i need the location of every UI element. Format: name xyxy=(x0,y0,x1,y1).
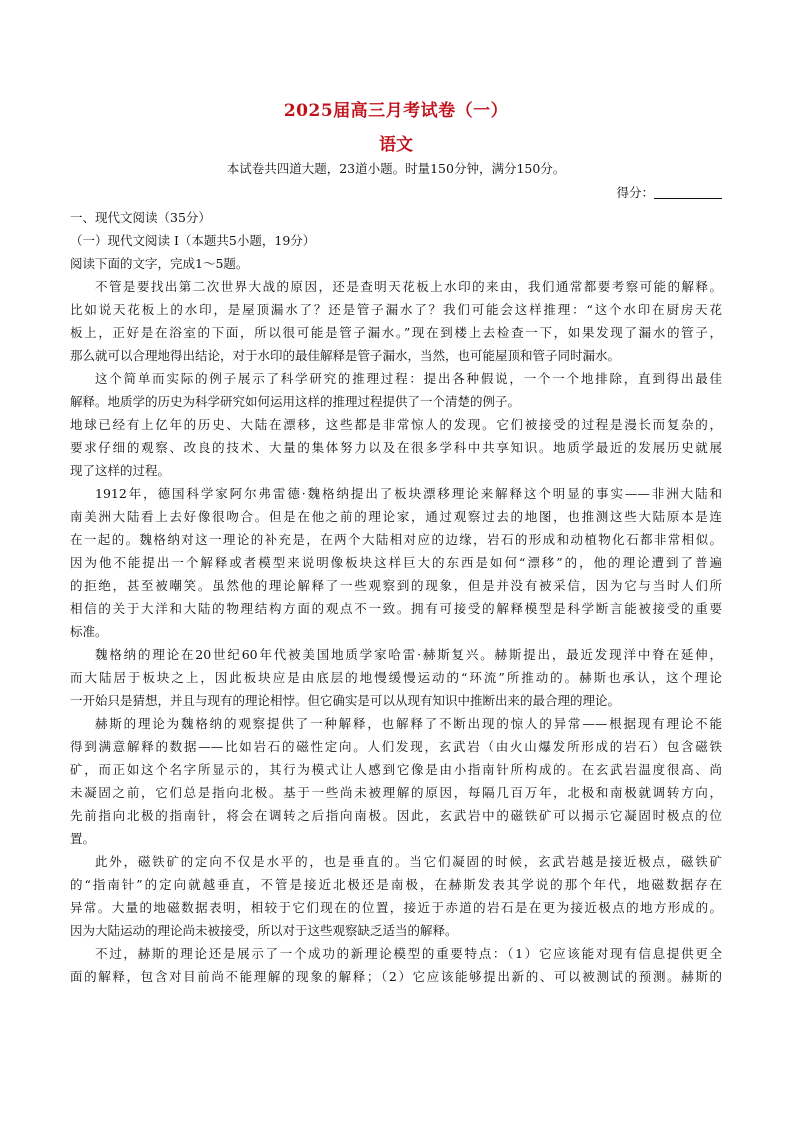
score-blank[interactable] xyxy=(654,186,722,199)
passage-line: 矿，而正如这个名字所显示的，其行为模式让人感到它像是由小指南针所构成的。在玄武岩温度很高、尚 xyxy=(70,762,722,777)
passage-line: 因为他不能提出一个解释或者模型来说明像板块这样巨大的东西是如何“漂移”的，他的理论遭到了普遍 xyxy=(70,555,722,570)
passage-line: 不过，赫斯的理论还是展示了一个成功的新理论模型的重要特点：（1）它应该能对现有信息提供更全 xyxy=(95,946,722,961)
exam-body xyxy=(70,206,722,988)
passage-line: 现了这样的过程。 xyxy=(70,463,171,478)
passage-line: 面的解释，包含对目前尚不能理解的现象的解释；（2）它应该能够提出新的、可以被测试的预测。赫斯的 xyxy=(70,969,722,984)
passage-line: 1912年，德国科学家阿尔弗雷德·魏格纳提出了板块漂移理论来解释这个明显的事实——非洲大陆和 xyxy=(95,486,722,501)
reading-instruction: 阅读下面的文字，完成1～5题。 xyxy=(70,256,249,271)
passage-line: 一开始只是猜想，并且与现有的理论相悖。但它确实是可以从现有知识中推断出来的最合理的理论。 xyxy=(70,693,621,708)
passage-line: 地球已经有上亿年的历史、大陆在漂移，这些都是非常惊人的发现。它们被接受的过程是漫长而复杂的， xyxy=(70,417,722,432)
passage-line: 先前指向北极的指南针，将会在调转之后指向南极。因此，玄武岩中的磁铁矿可以揭示它凝固时极点的位 xyxy=(70,808,722,823)
passage-line: 板上，正好是在浴室的下面，所以很可能是管子漏水。”现在到楼上去检查一下，如果发现了漏水的管子， xyxy=(70,325,722,340)
passage-line: 解释。地质学的历史为科学研究如何运用这样的推理过程提供了一个清楚的例子。 xyxy=(70,394,521,409)
passage-line: 南美洲大陆看上去好像很吻合。但是在他之前的理论家，通过观察过去的地图，也推测这些大陆原本是连 xyxy=(70,509,722,524)
passage-line: 这个简单而实际的例子展示了科学研究的推理过程：提出各种假说，一个一个地排除，直到得出最佳 xyxy=(95,371,722,386)
score-field xyxy=(616,183,722,201)
exam-info: 本试卷共四道大题，23道小题。时量150分钟，满分150分。 xyxy=(226,161,566,176)
passage-line: 此外，磁铁矿的定向不仅是水平的，也是垂直的。当它们凝固的时候，玄武岩越是接近极点，磁铁矿 xyxy=(95,854,722,869)
exam-title: 2025届高三月考试卷（一） xyxy=(283,101,509,121)
section-subheading: （一）现代文阅读 I（本题共5小题，19分） xyxy=(70,233,316,248)
passage-line: 得到满意解释的数据——比如岩石的磁性定向。人们发现，玄武岩（由火山爆发所形成的岩石）包含磁铁 xyxy=(70,739,722,754)
passage-line: 置。 xyxy=(70,831,96,846)
passage-line: 而大陆居于板块之上，因此板块应是由底层的地慢缓慢运动的“环流”所推动的。赫斯也承认，这个理论 xyxy=(70,670,722,685)
passage-line: 在一起的。魏格纳对这一理论的补充是，在两个大陆相对应的边缘，岩石的形成和动植物化石都非常相似。 xyxy=(70,532,722,547)
passage-line: 赫斯的理论为魏格纳的观察提供了一种解释，也解释了不断出现的惊人的异常——根据现有理论不能 xyxy=(95,716,722,731)
passage-line: 要求仔细的观察、改良的技术、大量的集体努力以及在很多学科中共享知识。地质学最近的发展历史就展 xyxy=(70,440,722,455)
section-heading: 一、现代文阅读（35分） xyxy=(70,210,211,225)
passage-line: 标准。 xyxy=(70,624,108,639)
passage-line: 比如说天花板上的水印，是屋顶漏水了？还是管子漏水了？我们可能会这样推理：“这个水印在厨房天花 xyxy=(70,302,722,317)
passage-line: 不管是要找出第二次世界大战的原因，还是查明天花板上水印的来由，我们通常都要考察可能的解释。 xyxy=(95,279,722,294)
passage-line: 的拒绝，甚至被嘲笑。虽然他的理论解释了一些观察到的现象，但是并没有被采信，因为它与当时人们所 xyxy=(70,578,722,593)
passage-line: 相信的关于大洋和大陆的物理结构方面的观点不一致。拥有可接受的解释模型是科学断言能被接受的重要 xyxy=(70,601,722,616)
passage-line: 异常。大量的地磁数据表明，相较于它们现在的位置，接近于赤道的岩石是在更为接近极点的地方形成的。 xyxy=(70,900,722,915)
score-label: 得分： xyxy=(616,185,654,200)
subject-title: 语文 xyxy=(379,135,413,155)
passage-line: 的“指南针”的定向就越垂直，不管是接近北极还是南极，在赫斯发表其学说的那个年代，地磁数据存在 xyxy=(70,877,722,892)
passage-line: 那么就可以合理地得出结论，对于水印的最佳解释是管子漏水，当然，也可能屋顶和管子同时漏水。 xyxy=(70,348,621,363)
passage-line: 魏格纳的理论在20世纪60年代被美国地质学家哈雷·赫斯复兴。赫斯提出，最近发现洋中脊在延伸， xyxy=(95,647,722,662)
passage-line: 因为大陆运动的理论尚未被接受，所以对于这些观察缺乏适当的解释。 xyxy=(70,923,458,938)
passage-line: 未凝固之前，它们总是指向北极。基于一些尚未被理解的原因，每隔几百万年，北极和南极就调转方向， xyxy=(70,785,722,800)
